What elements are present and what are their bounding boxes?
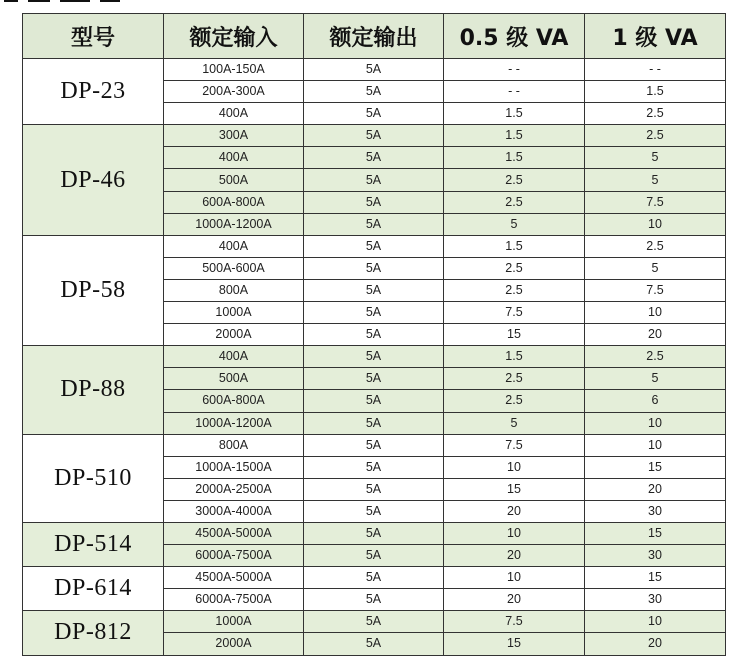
class-1-va-cell: 6	[585, 390, 726, 412]
class-1-va-cell: 20	[585, 478, 726, 500]
rated-output-cell: 5A	[304, 545, 444, 567]
rated-input-cell: 6000A-7500A	[164, 589, 304, 611]
rated-output-cell: 5A	[304, 522, 444, 544]
rated-output-cell: 5A	[304, 633, 444, 655]
class-05-va-cell: 20	[444, 589, 585, 611]
class-05-va-cell: - -	[444, 59, 585, 81]
rated-output-cell: 5A	[304, 213, 444, 235]
table-row	[23, 346, 726, 368]
rated-input-cell: 500A-600A	[164, 257, 304, 279]
rated-output-cell: 5A	[304, 589, 444, 611]
class-05-va-cell: 7.5	[444, 611, 585, 633]
rated-input-cell: 800A	[164, 434, 304, 456]
rated-input-cell: 200A-300A	[164, 81, 304, 103]
rated-input-cell: 1000A	[164, 611, 304, 633]
class-1-va-cell: 15	[585, 522, 726, 544]
class-05-va-cell: 1.5	[444, 346, 585, 368]
rated-output-cell: 5A	[304, 390, 444, 412]
header-model: 型号	[23, 14, 164, 59]
rated-input-cell: 400A	[164, 235, 304, 257]
rated-output-cell: 5A	[304, 279, 444, 301]
header-rated-input: 额定输入	[164, 14, 304, 59]
class-05-va-cell: 1.5	[444, 125, 585, 147]
class-1-va-cell: 15	[585, 456, 726, 478]
class-1-va-cell: 30	[585, 545, 726, 567]
class-05-va-cell: 20	[444, 500, 585, 522]
rated-input-cell: 2000A-2500A	[164, 478, 304, 500]
class-1-va-cell: 10	[585, 434, 726, 456]
rated-output-cell: 5A	[304, 434, 444, 456]
class-1-va-cell: 20	[585, 324, 726, 346]
rated-input-cell: 1000A-1500A	[164, 456, 304, 478]
rated-input-cell: 1000A-1200A	[164, 412, 304, 434]
class-1-va-cell: 30	[585, 500, 726, 522]
model-cell: DP-23	[23, 59, 164, 125]
class-1-va-cell: 30	[585, 589, 726, 611]
table-row	[23, 235, 726, 257]
model-cell: DP-514	[23, 522, 164, 566]
rated-output-cell: 5A	[304, 59, 444, 81]
header-rated-output: 额定输出	[304, 14, 444, 59]
class-05-va-cell: 20	[444, 545, 585, 567]
model-cell: DP-46	[23, 125, 164, 235]
class-1-va-cell: 2.5	[585, 125, 726, 147]
rated-input-cell: 400A	[164, 147, 304, 169]
class-1-va-cell: 2.5	[585, 346, 726, 368]
class-05-va-cell: 15	[444, 324, 585, 346]
class-1-va-cell: 15	[585, 567, 726, 589]
rated-input-cell: 800A	[164, 279, 304, 301]
rated-output-cell: 5A	[304, 368, 444, 390]
class-1-va-cell: 5	[585, 368, 726, 390]
rated-input-cell: 3000A-4000A	[164, 500, 304, 522]
class-05-va-cell: 1.5	[444, 147, 585, 169]
table-row	[23, 522, 726, 544]
model-cell: DP-812	[23, 611, 164, 655]
model-cell: DP-510	[23, 434, 164, 522]
table-row	[23, 434, 726, 456]
rated-input-cell: 4500A-5000A	[164, 522, 304, 544]
class-05-va-cell: 2.5	[444, 169, 585, 191]
class-05-va-cell: 1.5	[444, 103, 585, 125]
model-cell: DP-58	[23, 235, 164, 345]
class-05-va-cell: 7.5	[444, 434, 585, 456]
table-row	[23, 611, 726, 633]
rated-input-cell: 2000A	[164, 633, 304, 655]
table-row	[23, 59, 726, 81]
rated-output-cell: 5A	[304, 169, 444, 191]
class-05-va-cell: - -	[444, 81, 585, 103]
header-class-1-va: 1 级 VA	[585, 14, 726, 59]
model-cell: DP-614	[23, 567, 164, 611]
class-1-va-cell: - -	[585, 59, 726, 81]
class-05-va-cell: 7.5	[444, 302, 585, 324]
rated-input-cell: 4500A-5000A	[164, 567, 304, 589]
class-1-va-cell: 2.5	[585, 235, 726, 257]
rated-output-cell: 5A	[304, 611, 444, 633]
table-row	[23, 125, 726, 147]
rated-output-cell: 5A	[304, 103, 444, 125]
class-1-va-cell: 7.5	[585, 191, 726, 213]
rated-output-cell: 5A	[304, 235, 444, 257]
rated-output-cell: 5A	[304, 302, 444, 324]
rated-input-cell: 6000A-7500A	[164, 545, 304, 567]
class-1-va-cell: 10	[585, 302, 726, 324]
class-05-va-cell: 2.5	[444, 279, 585, 301]
class-1-va-cell: 5	[585, 147, 726, 169]
class-1-va-cell: 7.5	[585, 279, 726, 301]
class-05-va-cell: 2.5	[444, 191, 585, 213]
top-heading-fragment	[0, 0, 200, 2]
rated-input-cell: 500A	[164, 169, 304, 191]
rated-input-cell: 500A	[164, 368, 304, 390]
rated-output-cell: 5A	[304, 412, 444, 434]
rated-output-cell: 5A	[304, 257, 444, 279]
class-05-va-cell: 10	[444, 522, 585, 544]
rated-output-cell: 5A	[304, 324, 444, 346]
rated-input-cell: 1000A-1200A	[164, 213, 304, 235]
rated-input-cell: 600A-800A	[164, 390, 304, 412]
rated-input-cell: 1000A	[164, 302, 304, 324]
rated-output-cell: 5A	[304, 346, 444, 368]
rated-input-cell: 400A	[164, 346, 304, 368]
rated-input-cell: 600A-800A	[164, 191, 304, 213]
class-05-va-cell: 10	[444, 567, 585, 589]
class-05-va-cell: 5	[444, 213, 585, 235]
spec-table	[22, 13, 726, 656]
header-row	[23, 14, 726, 59]
rated-input-cell: 400A	[164, 103, 304, 125]
rated-input-cell: 100A-150A	[164, 59, 304, 81]
class-1-va-cell: 5	[585, 169, 726, 191]
rated-output-cell: 5A	[304, 125, 444, 147]
rated-input-cell: 300A	[164, 125, 304, 147]
rated-output-cell: 5A	[304, 500, 444, 522]
rated-output-cell: 5A	[304, 478, 444, 500]
class-05-va-cell: 2.5	[444, 257, 585, 279]
table-body	[23, 59, 726, 656]
class-1-va-cell: 5	[585, 257, 726, 279]
class-1-va-cell: 10	[585, 213, 726, 235]
rated-output-cell: 5A	[304, 81, 444, 103]
class-05-va-cell: 1.5	[444, 235, 585, 257]
class-05-va-cell: 5	[444, 412, 585, 434]
class-1-va-cell: 1.5	[585, 81, 726, 103]
class-1-va-cell: 20	[585, 633, 726, 655]
rated-output-cell: 5A	[304, 191, 444, 213]
rated-output-cell: 5A	[304, 147, 444, 169]
table-row	[23, 567, 726, 589]
class-05-va-cell: 2.5	[444, 390, 585, 412]
class-05-va-cell: 10	[444, 456, 585, 478]
class-1-va-cell: 10	[585, 412, 726, 434]
header-class-05-va: 0.5 级 VA	[444, 14, 585, 59]
class-05-va-cell: 15	[444, 478, 585, 500]
rated-output-cell: 5A	[304, 567, 444, 589]
class-1-va-cell: 10	[585, 611, 726, 633]
class-05-va-cell: 15	[444, 633, 585, 655]
class-1-va-cell: 2.5	[585, 103, 726, 125]
class-05-va-cell: 2.5	[444, 368, 585, 390]
model-cell: DP-88	[23, 346, 164, 434]
rated-input-cell: 2000A	[164, 324, 304, 346]
rated-output-cell: 5A	[304, 456, 444, 478]
